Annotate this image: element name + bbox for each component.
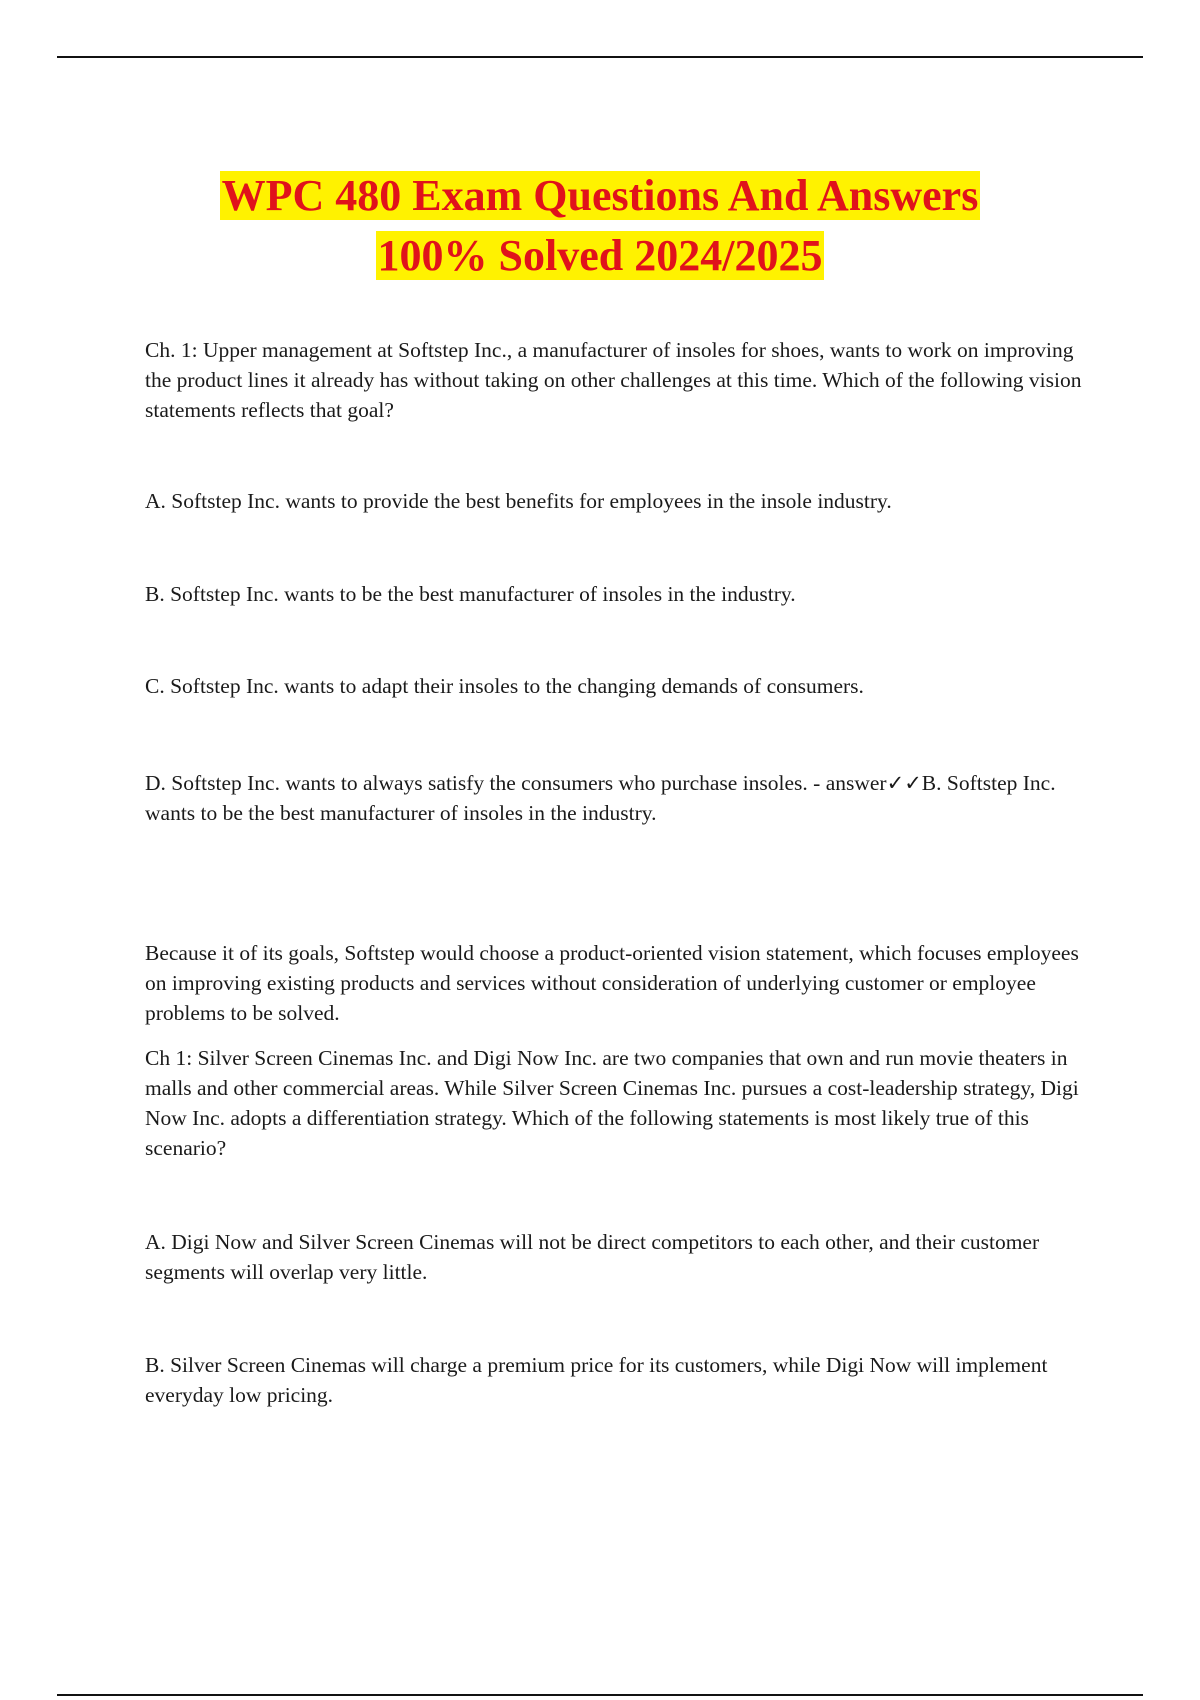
- q1-option-c: C. Softstep Inc. wants to adapt their insoles to the changing demands of consumers.: [145, 674, 864, 698]
- title-line-2: 100% Solved 2024/2025: [377, 231, 823, 280]
- q1-explanation: Because it of its goals, Softstep would choose a product-oriented vision statement, which focuses employees on improving existing products and services without consideration of underlying customer or employee problems to be solved.: [145, 941, 1079, 1025]
- check-mark-icon: ✓✓: [886, 771, 922, 795]
- q1-option-d: [145, 768, 1095, 828]
- title-line-1: WPC 480 Exam Questions And Answers: [221, 171, 979, 220]
- q1-question: Ch. 1: Upper management at Softstep Inc., a manufacturer of insoles for shoes, wants to work on improving the product lines it already has without taking on other challenges at this time. Which of the following vision statements reflects that goal?: [145, 338, 1082, 422]
- document-title: [0, 166, 1200, 286]
- q1-answer-text: B. Softstep Inc. wants to be the best manufacturer of insoles in the industry.: [145, 771, 1056, 825]
- q2-option-b: B. Silver Screen Cinemas will charge a premium price for its customers, while Digi Now will implement everyday low pricing.: [145, 1353, 1048, 1407]
- q2-option-a: A. Digi Now and Silver Screen Cinemas will not be direct competitors to each other, and their customer segments will overlap very little.: [145, 1230, 1040, 1284]
- q1-option-d-text: D. Softstep Inc. wants to always satisfy the consumers who purchase insoles. - answer: [145, 771, 887, 795]
- q1-option-a: A. Softstep Inc. wants to provide the best benefits for employees in the insole industry.: [145, 489, 892, 513]
- top-rule: [57, 56, 1143, 58]
- q2-question: Ch 1: Silver Screen Cinemas Inc. and Digi Now Inc. are two companies that own and run movie theaters in malls and other commercial areas. While Silver Screen Cinemas Inc. pursues a cost-leadership strategy, Digi Now Inc. adopts a differentiation strategy. Which of the following statements is most likely true of this scenario?: [145, 1046, 1079, 1160]
- bottom-rule: [57, 1694, 1143, 1696]
- q1-option-b: B. Softstep Inc. wants to be the best manufacturer of insoles in the industry.: [145, 582, 796, 606]
